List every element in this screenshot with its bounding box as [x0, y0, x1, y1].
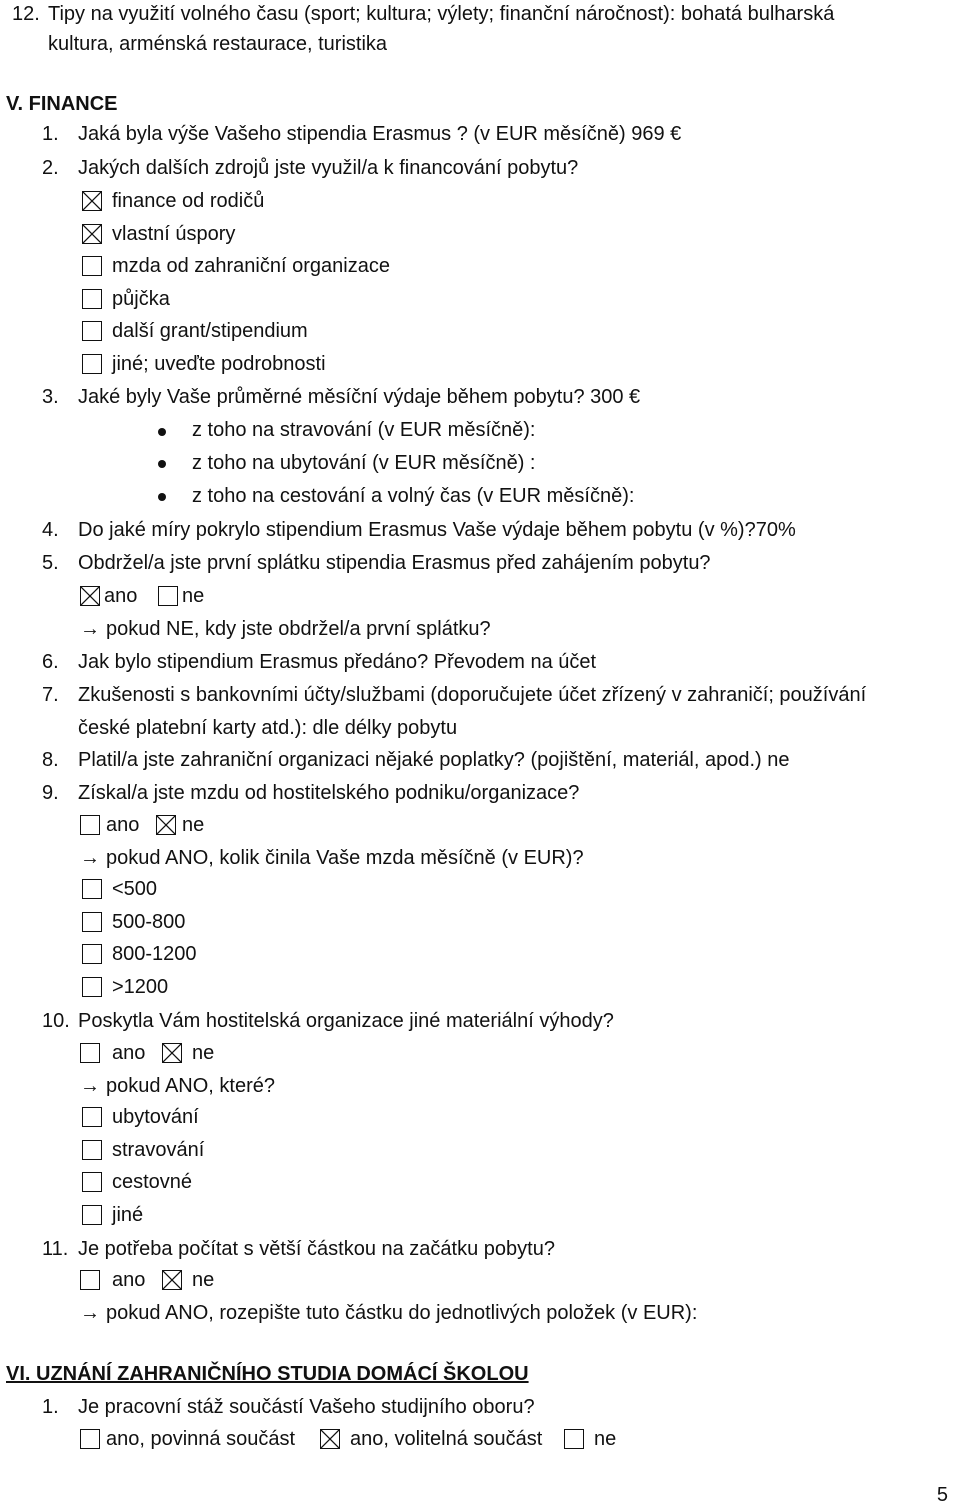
cross-mark-icon — [157, 816, 175, 834]
q10-option-label: cestovné — [112, 1171, 193, 1194]
arrow-right-icon: → — [80, 618, 100, 640]
q11-number: 11. — [42, 1238, 69, 1260]
q3-bullet-housing: z toho na ubytování (v EUR měsíčně) : — [192, 452, 536, 474]
bullet-icon — [158, 428, 166, 436]
cross-mark-icon — [163, 1044, 181, 1062]
q11-followup: pokud ANO, rozepište tuto částku do jednotlivých položek (v EUR): — [106, 1302, 698, 1324]
q9-option-checkbox[interactable] — [82, 912, 102, 932]
bullet-icon — [158, 460, 166, 468]
q5-followup: pokud NE, kdy jste obdržel/a první splátku? — [106, 618, 491, 640]
q9-followup: pokud ANO, kolik činila Vaše mzda měsíčně (v EUR)? — [106, 847, 584, 869]
q9-option-label: <500 — [112, 878, 158, 900]
q9-option-checkbox[interactable] — [82, 944, 102, 964]
q6-text: Jak bylo stipendium Erasmus předáno? Převodem na účet — [78, 651, 597, 673]
q2-option-checkbox[interactable] — [82, 224, 102, 244]
q10-option-label: jiné — [112, 1203, 144, 1226]
q11-no-checkbox[interactable] — [162, 1270, 182, 1290]
q10-option-checkbox[interactable] — [82, 1140, 102, 1160]
s6-q1-text: Je pracovní stáž součástí Vašeho studijního oboru? — [78, 1396, 535, 1418]
q2-option-label: půjčka — [112, 287, 170, 310]
q5-yes-checkbox[interactable] — [80, 586, 100, 606]
q6-number: 6. — [42, 651, 59, 673]
q9-option-label: >1200 — [112, 975, 169, 998]
s6-q1-number: 1. — [42, 1396, 59, 1418]
section-heading-finance: V. FINANCE — [6, 93, 118, 115]
q11-yes-checkbox[interactable] — [80, 1270, 100, 1290]
q2-option-label: finance od rodičů — [112, 190, 265, 212]
q9-option-checkbox[interactable] — [82, 977, 102, 997]
q10-text: Poskytla Vám hostitelská organizace jiné materiální výhody? — [78, 1010, 614, 1032]
cross-mark-icon — [163, 1271, 181, 1289]
q2-option-label: další grant/stipendium — [112, 320, 308, 343]
q2-option-label: jiné; uveďte podrobnosti — [112, 353, 326, 375]
q2-option-label: vlastní úspory — [112, 222, 236, 245]
q10-yes-label: ano — [112, 1042, 146, 1064]
cross-mark-icon — [321, 1430, 339, 1448]
q5-number: 5. — [42, 552, 59, 574]
q1-number: 1. — [42, 123, 59, 145]
q3-number: 3. — [42, 386, 59, 408]
arrow-right-icon: → — [80, 1075, 100, 1097]
q10-option-checkbox[interactable] — [82, 1107, 102, 1127]
q2-option-checkbox[interactable] — [82, 321, 102, 341]
cross-mark-icon — [83, 225, 101, 243]
s6-q1-no-label: ne — [594, 1428, 617, 1450]
q5-no-label: ne — [182, 585, 205, 607]
q7-text-line2: české platební karty atd.): dle délky pobytu — [78, 717, 458, 739]
section-heading-recognition: VI. UZNÁNÍ ZAHRANIČNÍHO STUDIA DOMÁCÍ ŠKOLOU — [6, 1363, 529, 1385]
q4-text: Do jaké míry pokrylo stipendium Erasmus Vaše výdaje během pobytu (v %)?70% — [78, 519, 796, 541]
q10-no-checkbox[interactable] — [162, 1043, 182, 1063]
q4-number: 4. — [42, 519, 59, 541]
q10-option-label: ubytování — [112, 1106, 199, 1128]
q10-option-label: stravování — [112, 1138, 205, 1161]
q10-number: 10. — [42, 1010, 70, 1032]
q3-text: Jaké byly Vaše průměrné měsíční výdaje během pobytu? 300 € — [78, 386, 641, 408]
q1-text: Jaká byla výše Vašeho stipendia Erasmus ? (v EUR měsíčně) 969 € — [78, 123, 682, 145]
arrow-right-icon: → — [80, 1302, 100, 1324]
q9-no-label: ne — [182, 814, 205, 836]
q7-text-line1: Zkušenosti s bankovními účty/službami (doporučujete účet zřízený v zahraničí; používání — [78, 684, 867, 706]
q9-yes-checkbox[interactable] — [80, 815, 100, 835]
q5-text: Obdržel/a jste první splátku stipendia Erasmus před zahájením pobytu? — [78, 552, 711, 574]
question-12-text-line2: kultura, arménská restaurace, turistika — [48, 33, 388, 55]
q9-option-label: 500-800 — [112, 910, 186, 933]
q11-text: Je potřeba počítat s větší částkou na začátku pobytu? — [78, 1238, 555, 1260]
q5-no-checkbox[interactable] — [158, 586, 178, 606]
q9-no-checkbox[interactable] — [156, 815, 176, 835]
q9-option-label: 800-1200 — [112, 943, 197, 966]
s6-q1-mandatory-checkbox[interactable] — [80, 1429, 100, 1449]
arrow-right-icon: → — [80, 847, 100, 869]
bullet-icon — [158, 493, 166, 501]
cross-mark-icon — [83, 192, 101, 210]
q2-number: 2. — [42, 157, 59, 179]
s6-q1-optional-label: ano, volitelná součást — [350, 1428, 543, 1450]
q7-number: 7. — [42, 684, 59, 706]
s6-q1-optional-checkbox[interactable] — [320, 1429, 340, 1449]
q10-no-label: ne — [192, 1042, 215, 1064]
q10-yes-checkbox[interactable] — [80, 1043, 100, 1063]
q10-option-checkbox[interactable] — [82, 1172, 102, 1192]
q8-number: 8. — [42, 749, 59, 771]
question-12-text-line1: Tipy na využití volného času (sport; kultura; výlety; finanční náročnost): bohatá bulharská — [48, 3, 835, 25]
q2-option-checkbox[interactable] — [82, 354, 102, 374]
q10-followup: pokud ANO, které? — [106, 1075, 275, 1097]
page-number: 5 — [936, 1484, 948, 1506]
q9-option-checkbox[interactable] — [82, 879, 102, 899]
question-12-number: 12. — [12, 3, 40, 25]
q10-option-checkbox[interactable] — [82, 1205, 102, 1225]
s6-q1-no-checkbox[interactable] — [564, 1429, 584, 1449]
q9-text: Získal/a jste mzdu od hostitelského podniku/organizace? — [78, 782, 580, 804]
q8-text: Platil/a jste zahraniční organizaci nějaké poplatky? (pojištění, materiál, apod.) ne — [78, 749, 790, 771]
q3-bullet-food: z toho na stravování (v EUR měsíčně): — [192, 419, 536, 441]
q2-option-label: mzda od zahraniční organizace — [112, 255, 390, 278]
q2-option-checkbox[interactable] — [82, 191, 102, 211]
s6-q1-mandatory-label: ano, povinná součást — [106, 1428, 296, 1450]
q5-yes-label: ano — [104, 585, 138, 607]
q3-bullet-travel: z toho na cestování a volný čas (v EUR měsíčně): — [192, 485, 635, 507]
q2-text: Jakých dalších zdrojů jste využil/a k financování pobytu? — [78, 157, 579, 179]
cross-mark-icon — [81, 587, 99, 605]
q9-yes-label: ano — [106, 814, 140, 836]
q2-option-checkbox[interactable] — [82, 256, 102, 276]
q11-no-label: ne — [192, 1269, 215, 1291]
q2-option-checkbox[interactable] — [82, 289, 102, 309]
q9-number: 9. — [42, 782, 59, 804]
q11-yes-label: ano — [112, 1269, 146, 1291]
